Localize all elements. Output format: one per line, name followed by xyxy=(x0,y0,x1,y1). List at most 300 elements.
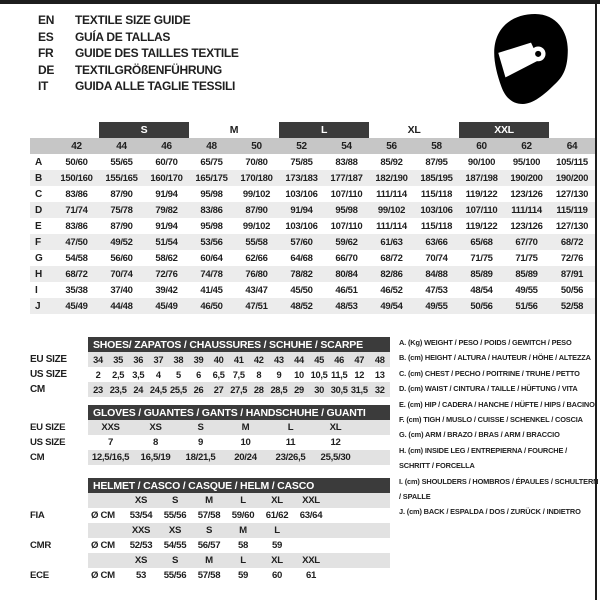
measurement-value: 49/52 xyxy=(110,236,133,248)
shoes-value: 28,5 xyxy=(269,382,289,397)
helmet-size-header: XS xyxy=(124,493,158,508)
language-row xyxy=(38,78,239,95)
size-col-header: 56 xyxy=(369,138,414,154)
measurement-value: 111/114 xyxy=(511,204,542,216)
helmet-standard-row xyxy=(30,508,390,523)
measurement-row xyxy=(30,282,595,298)
label-spacer xyxy=(30,493,88,508)
helmet-size-header: S xyxy=(158,553,192,568)
size-col-header: 44 xyxy=(99,138,144,154)
measurement-value: 65/75 xyxy=(200,156,223,168)
measurement-value: 46/50 xyxy=(200,300,223,312)
helmet-value: 59 xyxy=(271,540,283,551)
measurement-letter: D xyxy=(35,204,42,216)
shoes-value: 46 xyxy=(329,352,349,367)
shoes-value: 10 xyxy=(294,369,304,380)
unit-spacer xyxy=(88,553,124,568)
label-spacer xyxy=(30,523,88,538)
size-group-header: S xyxy=(99,122,189,138)
shoes-value: 34 xyxy=(88,352,108,367)
measurement-value: 71/74 xyxy=(65,204,88,216)
gloves-value: 25,5/30 xyxy=(313,450,358,465)
legend-item: B. (cm) HEIGHT / ALTURA / HAUTEUR / HÖHE / ALTEZZA xyxy=(399,353,591,363)
measurement-value: 54/58 xyxy=(65,252,88,264)
measurement-value: 46/51 xyxy=(335,284,358,296)
language-row xyxy=(38,29,239,46)
measurement-value: 95/98 xyxy=(200,220,223,232)
shoes-value: 29 xyxy=(289,382,309,397)
helmet-standard-row xyxy=(30,538,390,553)
measurement-value: 53/56 xyxy=(200,236,223,248)
measurement-letter: I xyxy=(35,284,38,296)
measurement-value: 107/110 xyxy=(330,188,363,200)
size-col-header: 54 xyxy=(324,138,369,154)
shoes-value: 30 xyxy=(309,382,329,397)
shoes-value: 26 xyxy=(188,382,208,397)
measurement-value: 83/88 xyxy=(335,156,358,168)
measurement-value: 90/100 xyxy=(467,156,496,168)
gloves-value: 12,5/16,5 xyxy=(88,450,133,465)
gloves-value: XS xyxy=(133,420,178,435)
textile-size-table xyxy=(30,122,595,314)
measurement-value: 64/68 xyxy=(290,252,313,264)
row-label: CM xyxy=(30,382,88,397)
size-col-header: 46 xyxy=(144,138,189,154)
measurement-value: 68/72 xyxy=(65,268,88,280)
measurement-value: 84/88 xyxy=(425,268,448,280)
helmet-value: 53/54 xyxy=(129,510,153,521)
size-group-header: XL xyxy=(369,122,459,138)
gloves-value: L xyxy=(268,420,313,435)
shoes-value: 24,5 xyxy=(148,382,168,397)
filler-cell xyxy=(358,420,390,435)
measurement-value: 72/76 xyxy=(155,268,178,280)
helmet-title-row xyxy=(30,478,390,493)
measurement-value: 39/42 xyxy=(155,284,178,296)
measurement-value: 82/86 xyxy=(380,268,403,280)
measurement-value: 105/115 xyxy=(556,156,588,168)
helmet-value: 58 xyxy=(237,540,249,551)
measurement-value: 95/98 xyxy=(200,188,223,200)
helmet-size-header: XXS xyxy=(124,523,158,538)
gloves-title: GLOVES / GUANTES / GANTS / HANDSCHUHE / GUANTI xyxy=(88,405,390,420)
measurement-row xyxy=(30,218,595,234)
helmet-value: 54/55 xyxy=(163,540,187,551)
measurement-value: 99/102 xyxy=(377,204,406,216)
helmet-value: 63/64 xyxy=(299,510,323,521)
shoes-value: 43 xyxy=(269,352,289,367)
measurement-letter: A xyxy=(35,156,42,168)
measurement-value: 43/47 xyxy=(245,284,268,296)
shoes-title-row xyxy=(30,337,390,352)
measurement-value: 66/70 xyxy=(335,252,358,264)
measurement-value: 95/100 xyxy=(512,156,541,168)
measurement-value: 51/56 xyxy=(515,300,538,312)
gloves-value: M xyxy=(223,420,268,435)
shoes-title: SHOES/ ZAPATOS / CHAUSSURES / SCHUHE / SCARPE xyxy=(88,337,390,352)
measurement-value: 107/110 xyxy=(465,204,498,216)
helmet-size-header: XL xyxy=(260,493,294,508)
measurement-value: 165/175 xyxy=(195,172,228,184)
shoes-value: 42 xyxy=(249,352,269,367)
gloves-value: 12 xyxy=(330,437,341,448)
filler-cell xyxy=(328,538,390,553)
shoes-value: 23,5 xyxy=(108,382,128,397)
measurement-value: 56/60 xyxy=(110,252,133,264)
shoes-value: 38 xyxy=(168,352,188,367)
measurement-value: 47/51 xyxy=(245,300,268,312)
shoes-value: 13 xyxy=(374,369,385,380)
filler-cell xyxy=(328,493,390,508)
measurement-value: 87/90 xyxy=(245,204,268,216)
shoes-value: 4 xyxy=(155,369,161,380)
measurement-row xyxy=(30,250,595,266)
measurement-value: 44/48 xyxy=(110,300,133,312)
measurement-value: 50/56 xyxy=(470,300,493,312)
measurement-value: 95/98 xyxy=(335,204,358,216)
measurement-value: 99/102 xyxy=(242,188,271,200)
helmet-value: 56/57 xyxy=(197,540,221,551)
measurement-value: 123/126 xyxy=(510,220,543,232)
helmet-title: HELMET / CASCO / CASQUE / HELM / CASCO xyxy=(88,478,390,493)
helmet-value: 59/60 xyxy=(231,510,255,521)
gloves-value: 8 xyxy=(152,437,159,448)
size-group-spacer xyxy=(30,122,99,138)
measurement-letter: J xyxy=(35,300,41,312)
gloves-value: 7 xyxy=(107,437,114,448)
language-title: TEXTILGRÖßENFÜHRUNG xyxy=(75,62,222,77)
shoes-value: 5 xyxy=(175,369,181,380)
measurement-value: 99/102 xyxy=(242,220,271,232)
shoes-value: 39 xyxy=(188,352,208,367)
helmet-size-header: M xyxy=(226,523,260,538)
size-corner-spacer xyxy=(30,138,54,154)
measurement-value: 48/52 xyxy=(290,300,313,312)
measurement-value: 83/86 xyxy=(65,188,88,200)
helmet-size-header: XXL xyxy=(294,493,328,508)
shoes-value: 25,5 xyxy=(168,382,188,397)
measurement-value: 87/95 xyxy=(425,156,448,168)
shoes-value: 27,5 xyxy=(229,382,249,397)
shoes-value: 3,5 xyxy=(132,369,145,380)
measurement-value: 75/85 xyxy=(290,156,313,168)
measurement-value: 103/106 xyxy=(285,220,318,232)
measurement-value: 65/68 xyxy=(470,236,493,248)
measurement-row xyxy=(30,266,595,282)
gloves-value: 16,5/19 xyxy=(133,450,178,465)
shoes-value: 37 xyxy=(148,352,168,367)
language-title: GUÍA DE TALLAS xyxy=(75,29,171,44)
helmet-size-header: S xyxy=(158,493,192,508)
measurement-value: 78/82 xyxy=(290,268,313,280)
measurement-value: 80/84 xyxy=(335,268,358,280)
legend-item: A. (Kg) WEIGHT / PESO / POIDS / GEWITCH / PESO xyxy=(399,338,572,347)
legend-item: D. (cm) WAIST / CINTURA / TAILLE / HÜFTUNG / VITA xyxy=(399,384,578,394)
legend-item: E. (cm) HIP / CADERA / HANCHE / HÜFTE / HIPS / BACINO xyxy=(399,399,595,409)
measurement-value: 67/70 xyxy=(515,236,538,248)
row-label: US SIZE xyxy=(30,367,88,382)
size-group-header: M xyxy=(189,122,279,138)
gloves-value: 11 xyxy=(285,437,296,448)
helmet-size-header: XS xyxy=(158,523,192,538)
measurement-value: 59/62 xyxy=(335,236,358,248)
shoes-value: 12 xyxy=(354,369,365,380)
language-title: GUIDE DES TAILLES TEXTILE xyxy=(75,46,239,60)
shoes-value: 24 xyxy=(128,382,148,397)
language-row xyxy=(38,45,239,62)
size-col-header: 58 xyxy=(414,138,459,154)
gloves-value: 20/24 xyxy=(223,450,268,465)
helmet-value: 59 xyxy=(237,570,249,581)
measurement-value: 87/90 xyxy=(110,188,133,200)
measurement-value: 74/78 xyxy=(200,268,223,280)
gloves-value: S xyxy=(178,420,223,435)
measurement-value: 48/53 xyxy=(335,300,358,312)
measurement-row xyxy=(30,170,595,186)
legend-item: C. (cm) CHEST / PECHO / POITRINE / TRUHE / PETTO xyxy=(399,368,580,378)
legend-item: G. (cm) ARM / BRAZO / BRAS / ARM / BRACCIO xyxy=(399,430,560,440)
language-title: TEXTILE SIZE GUIDE xyxy=(75,13,191,27)
measurement-value: 119/122 xyxy=(465,220,498,232)
measurement-value: 111/114 xyxy=(376,220,407,232)
measurement-value: 103/106 xyxy=(420,204,453,216)
measurement-value: 60/70 xyxy=(155,156,178,168)
measurement-letter: G xyxy=(35,252,43,264)
helmet-value: 55/56 xyxy=(163,570,187,581)
legend-item: I. (cm) SHOULDERS / HOMBROS / ÉPAULES / SCHULTERN / SPALLE xyxy=(399,476,599,502)
shoes-value: 47 xyxy=(349,352,369,367)
language-code: FR xyxy=(38,46,54,60)
size-col-header: 48 xyxy=(189,138,234,154)
measurement-value: 83/86 xyxy=(65,220,88,232)
measurement-value: 52/58 xyxy=(560,300,584,312)
label-spacer xyxy=(30,553,88,568)
unit-label: Ø CM xyxy=(91,510,115,521)
shoes-value: 35 xyxy=(108,352,128,367)
measurement-value: 91/94 xyxy=(155,188,178,200)
gloves-value: 10 xyxy=(240,437,251,448)
measurement-value: 68/72 xyxy=(560,236,584,248)
language-code: IT xyxy=(38,79,49,93)
helmet-size-header xyxy=(294,523,328,538)
measurement-value: 35/38 xyxy=(65,284,88,296)
measurement-value: 127/130 xyxy=(555,220,589,232)
size-group-header: L xyxy=(279,122,369,138)
shoes-value: 2,5 xyxy=(112,369,125,380)
measurement-value: 71/75 xyxy=(515,252,538,264)
helmet-size-header: M xyxy=(192,553,226,568)
shoes-value: 11,5 xyxy=(330,369,348,380)
helmet-size-row xyxy=(30,523,390,538)
shoes-value: 6 xyxy=(196,369,201,380)
measurement-value: 85/92 xyxy=(380,156,403,168)
language-title: GUIDA ALLE TAGLIE TESSILI xyxy=(75,79,236,93)
measurement-value: 83/86 xyxy=(200,204,223,216)
size-group-header: XXL xyxy=(459,122,549,138)
gloves-size-table xyxy=(30,405,390,465)
shoes-value: 7,5 xyxy=(232,369,245,380)
shoes-value: 27 xyxy=(209,382,229,397)
shoes-value: 44 xyxy=(289,352,309,367)
helmet-size-header: M xyxy=(192,493,226,508)
gloves-row xyxy=(30,420,390,435)
gloves-value: 18/21,5 xyxy=(178,450,223,465)
measurement-value: 48/54 xyxy=(470,284,493,296)
language-row xyxy=(38,62,239,79)
filler-cell xyxy=(358,450,390,465)
shoes-value: 32 xyxy=(369,382,390,397)
helmet-size-header: S xyxy=(192,523,226,538)
measurement-value: 107/110 xyxy=(330,220,363,232)
size-group-spacer xyxy=(549,122,595,138)
measurement-value: 72/76 xyxy=(560,252,584,264)
measurement-value: 85/89 xyxy=(470,268,493,280)
helmet-value: 55/56 xyxy=(163,510,187,521)
unit-label: Ø CM xyxy=(91,570,115,581)
measurement-row xyxy=(30,202,595,218)
row-label: US SIZE xyxy=(30,435,88,450)
measurement-value: 50/60 xyxy=(65,156,88,168)
measurement-value: 111/114 xyxy=(376,188,407,200)
measurement-value: 173/183 xyxy=(285,172,318,184)
measurement-value: 123/126 xyxy=(510,188,543,200)
measurement-value: 45/49 xyxy=(65,300,88,312)
shoes-value: 48 xyxy=(369,352,390,367)
measurement-value: 49/55 xyxy=(425,300,448,312)
shoes-value: 36 xyxy=(128,352,148,367)
measurement-value: 57/60 xyxy=(290,236,313,248)
measurement-row xyxy=(30,234,595,250)
shoes-value: 10,5 xyxy=(310,369,328,380)
shoes-value: 40 xyxy=(209,352,229,367)
measurement-value: 70/74 xyxy=(425,252,448,264)
measurement-value: 49/55 xyxy=(515,284,538,296)
measurement-value: 155/165 xyxy=(105,172,138,184)
helmet-value: 57/58 xyxy=(197,510,221,521)
measurement-value: 46/52 xyxy=(380,284,403,296)
language-code: ES xyxy=(38,29,54,44)
measurement-row xyxy=(30,298,595,314)
shoes-value: 6,5 xyxy=(212,369,225,380)
label-spacer xyxy=(30,405,88,420)
helmet-value: 52/53 xyxy=(129,540,153,551)
helmet-size-row xyxy=(30,553,390,568)
language-row xyxy=(38,12,239,29)
measurement-value: 127/130 xyxy=(555,188,589,200)
measurement-value: 45/49 xyxy=(155,300,178,312)
helmet-value: 61 xyxy=(305,570,317,581)
gloves-value: XL xyxy=(313,420,358,435)
measurement-value: 76/80 xyxy=(245,268,268,280)
measurement-value: 177/187 xyxy=(330,172,363,184)
standard-name: FIA xyxy=(30,508,88,523)
shoes-value: 41 xyxy=(229,352,249,367)
shoes-value: 2 xyxy=(95,369,101,380)
measurement-value: 63/66 xyxy=(425,236,448,248)
measurement-legend xyxy=(399,335,599,520)
standard-name: ECE xyxy=(30,568,88,583)
unit-label: Ø CM xyxy=(91,540,115,551)
measurement-value: 47/53 xyxy=(425,284,448,296)
measurement-value: 190/200 xyxy=(510,172,543,184)
row-label: EU SIZE xyxy=(30,352,88,367)
shoes-value: 45 xyxy=(309,352,329,367)
gloves-row xyxy=(30,435,390,450)
measurement-value: 58/62 xyxy=(155,252,178,264)
helmet-value: 53 xyxy=(135,570,147,581)
size-col-header: 52 xyxy=(279,138,324,154)
measurement-value: 55/58 xyxy=(245,236,268,248)
measurement-value: 70/80 xyxy=(245,156,268,168)
helmet-size-header: L xyxy=(226,493,260,508)
label-spacer xyxy=(30,478,88,493)
gloves-title-row xyxy=(30,405,390,420)
measurement-value: 190/200 xyxy=(555,172,589,184)
measurement-value: 51/54 xyxy=(155,236,178,248)
measurement-value: 47/50 xyxy=(65,236,88,248)
size-number-row xyxy=(30,138,595,154)
measurement-value: 85/89 xyxy=(515,268,538,280)
measurement-value: 119/122 xyxy=(465,188,498,200)
label-spacer xyxy=(30,337,88,352)
legend-item: H. (cm) INSIDE LEG / ENTREPIERNA / FOURCHE / SCHRITT / FORCELLA xyxy=(399,445,568,471)
standard-name: CMR xyxy=(30,538,88,553)
measurement-value: 71/75 xyxy=(470,252,493,264)
measurement-row xyxy=(30,186,595,202)
measurement-value: 50/56 xyxy=(560,284,584,296)
size-col-header: 64 xyxy=(549,138,595,154)
shoes-value: 8 xyxy=(256,369,262,380)
measurement-letter: C xyxy=(35,188,42,200)
measurement-value: 115/119 xyxy=(556,204,588,216)
language-code: EN xyxy=(38,13,55,27)
size-group-row xyxy=(30,122,595,138)
filler-cell xyxy=(328,553,390,568)
measurement-value: 91/94 xyxy=(155,220,178,232)
racing-helmet-icon xyxy=(492,13,570,105)
measurement-value: 49/54 xyxy=(380,300,403,312)
shoes-value: 28 xyxy=(249,382,269,397)
measurement-value: 103/106 xyxy=(285,188,318,200)
measurement-value: 79/82 xyxy=(155,204,178,216)
shoes-size-table xyxy=(30,337,390,397)
shoes-row xyxy=(30,352,390,367)
measurement-letter: E xyxy=(35,220,42,232)
gloves-value: 23/26,5 xyxy=(268,450,313,465)
shoes-row xyxy=(30,382,390,397)
language-code: DE xyxy=(38,62,55,77)
measurement-row xyxy=(30,154,595,170)
gloves-row xyxy=(30,450,390,465)
language-title-block xyxy=(38,12,239,95)
filler-cell xyxy=(328,508,390,523)
helmet-standard-row xyxy=(30,568,390,583)
helmet-value: 60 xyxy=(271,570,283,581)
measurement-value: 37/40 xyxy=(110,284,133,296)
measurement-value: 187/198 xyxy=(465,172,498,184)
helmet-value: 57/58 xyxy=(197,570,221,581)
measurement-value: 60/64 xyxy=(200,252,223,264)
measurement-value: 41/45 xyxy=(200,284,223,296)
size-col-header: 50 xyxy=(234,138,279,154)
size-col-header: 42 xyxy=(54,138,99,154)
helmet-value xyxy=(294,538,328,553)
measurement-value: 115/118 xyxy=(420,188,453,200)
size-col-header: 60 xyxy=(459,138,504,154)
helmet-size-header: L xyxy=(260,523,294,538)
filler-cell xyxy=(358,435,390,450)
measurement-value: 115/118 xyxy=(420,220,453,232)
